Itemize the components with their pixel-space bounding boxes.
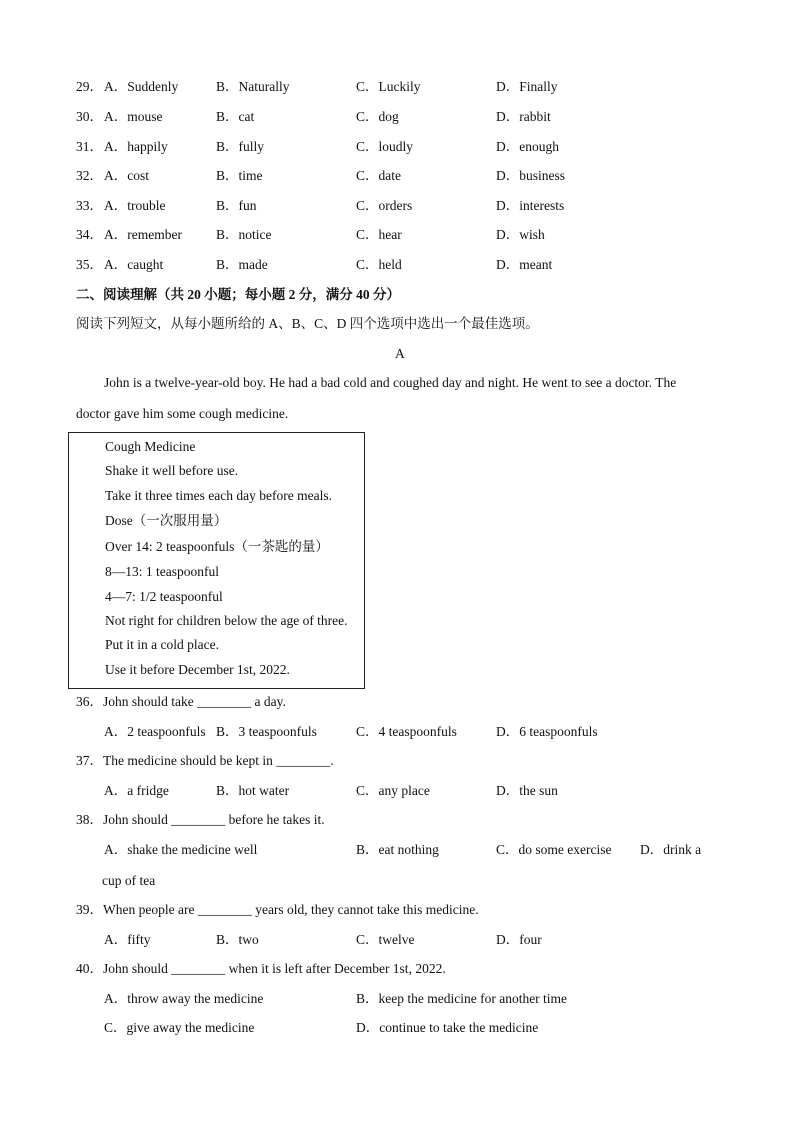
- option-b: B．cat: [216, 109, 255, 124]
- option-a: A．caught: [104, 257, 164, 272]
- option-a: A．shake the medicine well: [104, 842, 258, 857]
- question-number: 31．: [76, 139, 103, 154]
- section-instruction: 阅读下列短文，从每小题所给的 A、B、C、D 四个选项中选出一个最佳选项。: [76, 316, 539, 331]
- question-number: 32．: [76, 168, 103, 183]
- option-d: D．drink a: [640, 842, 702, 857]
- question-number: 35．: [76, 257, 103, 272]
- section-heading: 二、阅读理解（共 20 小题；每小题 2 分，满分 40 分）: [76, 287, 400, 302]
- option-b: B．keep the medicine for another time: [356, 991, 568, 1006]
- question-number: 29．: [76, 79, 103, 94]
- option-c: C．dog: [356, 109, 399, 124]
- question-number: 33．: [76, 198, 103, 213]
- label-title: Cough Medicine: [105, 439, 196, 454]
- option-d: D．interests: [496, 198, 565, 213]
- option-b: B．made: [216, 257, 268, 272]
- option-a: A．cost: [104, 168, 149, 183]
- option-c: C．Luckily: [356, 79, 421, 94]
- option-b: B．notice: [216, 227, 272, 242]
- label-line: 4—7: 1/2 teaspoonful: [105, 589, 223, 604]
- label-line: Put it in a cold place.: [105, 637, 219, 652]
- option-c: C．held: [356, 257, 402, 272]
- label-line: Dose（一次服用量）: [105, 513, 228, 528]
- option-d: D．the sun: [496, 783, 558, 798]
- option-d: D．6 teaspoonfuls: [496, 724, 598, 739]
- passage-line: doctor gave him some cough medicine.: [76, 406, 289, 421]
- option-a: A．happily: [104, 139, 168, 154]
- option-d: D．rabbit: [496, 109, 551, 124]
- option-a: A．trouble: [104, 198, 166, 213]
- label-line: Over 14: 2 teaspoonfuls（一茶匙的量）: [105, 539, 329, 554]
- question-stem: 37．The medicine should be kept in ________.: [76, 753, 334, 768]
- question-stem: 40．John should ________ when it is left after December 1st, 2022.: [76, 961, 446, 976]
- option-a: A．fifty: [104, 932, 151, 947]
- label-line: Take it three times each day before meals.: [105, 488, 332, 503]
- passage-letter: A: [395, 346, 405, 361]
- option-d: D．four: [496, 932, 542, 947]
- option-a: A．remember: [104, 227, 182, 242]
- option-b: B．Naturally: [216, 79, 290, 94]
- option-a: A．a fridge: [104, 783, 169, 798]
- option-d: D．business: [496, 168, 566, 183]
- option-c: C．hear: [356, 227, 402, 242]
- option-a: A．Suddenly: [104, 79, 179, 94]
- question-stem: 38．John should ________ before he takes it.: [76, 812, 325, 827]
- option-a: A．2 teaspoonfuls: [104, 724, 206, 739]
- option-d: D．Finally: [496, 79, 558, 94]
- option-a: A．throw away the medicine: [104, 991, 264, 1006]
- option-c: C．twelve: [356, 932, 415, 947]
- option-c: C．date: [356, 168, 401, 183]
- option-c: C．4 teaspoonfuls: [356, 724, 457, 739]
- option-d: D．continue to take the medicine: [356, 1020, 539, 1035]
- label-line: Shake it well before use.: [105, 463, 239, 478]
- option-d: D．enough: [496, 139, 559, 154]
- option-a: A．mouse: [104, 109, 163, 124]
- question-stem: 36．John should take ________ a day.: [76, 694, 286, 709]
- option-b: B．hot water: [216, 783, 290, 798]
- question-number: 30．: [76, 109, 103, 124]
- option-d: D．wish: [496, 227, 545, 242]
- option-b: B．fun: [216, 198, 257, 213]
- label-line: Not right for children below the age of three.: [105, 613, 348, 628]
- question-number: 34．: [76, 227, 103, 242]
- option-b: B．time: [216, 168, 263, 183]
- label-line: 8—13: 1 teaspoonful: [105, 564, 219, 579]
- option-c: C．loudly: [356, 139, 414, 154]
- option-d-continued: cup of tea: [102, 873, 156, 888]
- medicine-label-box: [68, 432, 365, 689]
- option-c: C．orders: [356, 198, 413, 213]
- option-d: D．meant: [496, 257, 553, 272]
- label-line: Use it before December 1st, 2022.: [105, 662, 290, 677]
- option-b: B．fully: [216, 139, 265, 154]
- option-b: B．3 teaspoonfuls: [216, 724, 317, 739]
- option-c: C．any place: [356, 783, 430, 798]
- option-b: B．two: [216, 932, 259, 947]
- option-c: C．give away the medicine: [104, 1020, 255, 1035]
- option-c: C．do some exercise: [496, 842, 612, 857]
- question-stem: 39．When people are ________ years old, they cannot take this medicine.: [76, 902, 479, 917]
- passage-line: John is a twelve-year-old boy. He had a bad cold and coughed day and night. He went to see a doctor. The: [104, 375, 677, 390]
- option-b: B．eat nothing: [356, 842, 439, 857]
